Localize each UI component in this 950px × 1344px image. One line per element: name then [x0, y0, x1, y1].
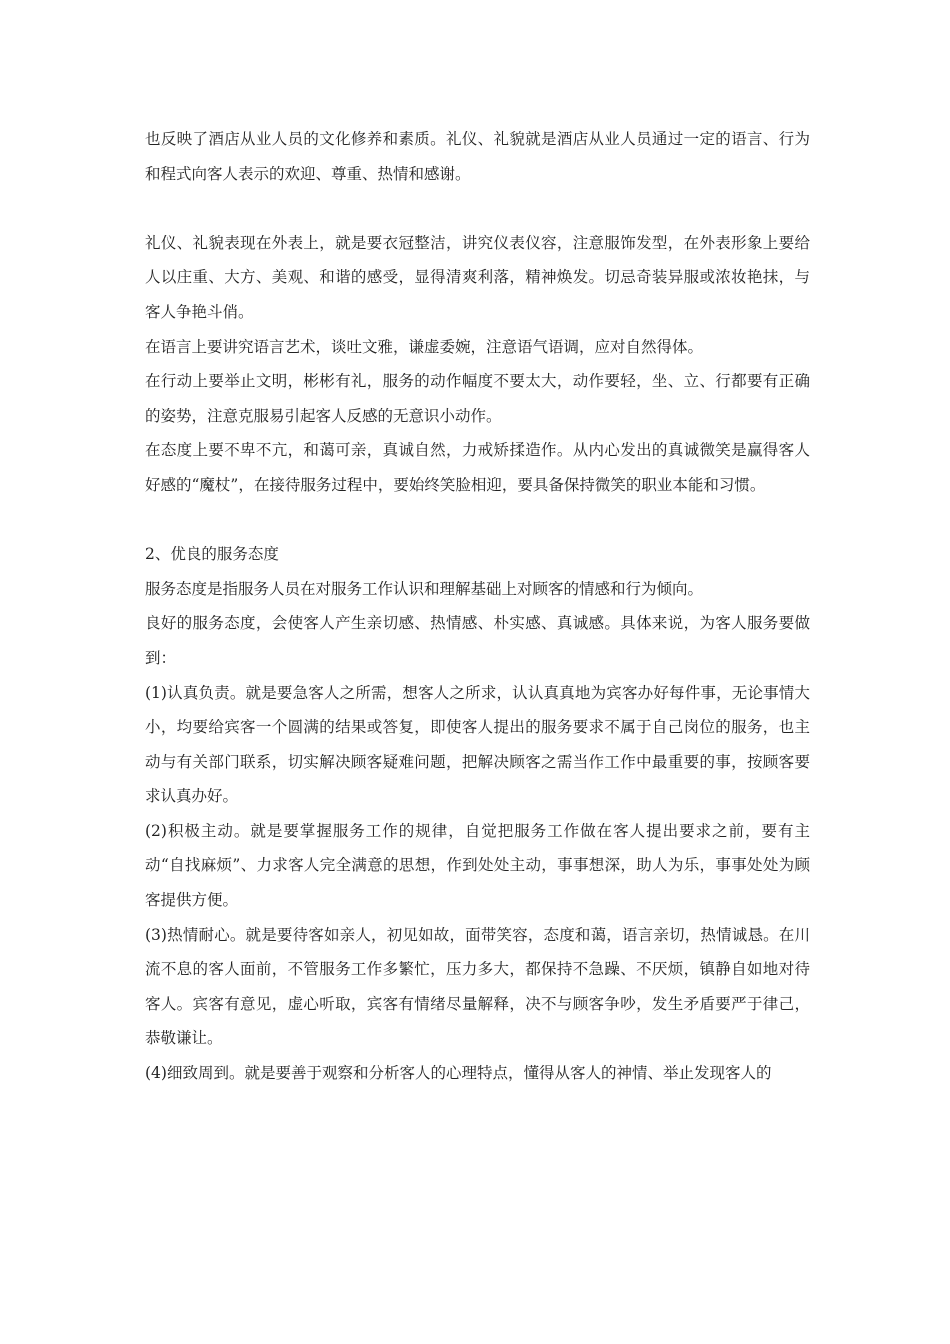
paragraph-spacer [145, 191, 810, 226]
paragraph-attitude: 在态度上要不卑不亢，和蔼可亲，真诚自然，力戒矫揉造作。从内心发出的真诚微笑是赢得客人好感的“魔杖”，在接待服务过程中，要始终笑脸相迎，要具备保持微笑的职业本能和习惯。 [145, 441, 810, 494]
list-item-responsible: (1)认真负责。就是要急客人之所需，想客人之所求，认认真真地为宾客办好每件事，无论事情大小，均要给宾客一个圆满的结果或答复，即使客人提出的服务要求不属于自己岗位的服务，也主动与有关部门联系，切实解决顾客疑难问题，把解决顾客之需当作工作中最重要的事，按顾客要求认真办好。 [145, 683, 810, 806]
section-heading-service-attitude: 2、优良的服务态度 [145, 545, 279, 564]
list-item-patient: (3)热情耐心。就是要待客如亲人，初见如故，面带笑容，态度和蔼，语言亲切，热情诚恳。在川流不息的客人面前，不管服务工作多繁忙，压力多大，都保持不急躁、不厌烦，镇静自如地对待客人。宾客有意见，虚心听取，宾客有情绪尽量解释，决不与顾客争吵，发生矛盾要严于律己，恭敬谦让。 [145, 925, 810, 1048]
list-item-proactive: (2)积极主动。就是要掌握服务工作的规律，自觉把服务工作做在客人提出要求之前，要有主动“自找麻烦”、力求客人完全满意的思想，作到处处主动，事事想深，助人为乐，事事处处为顾客提供方便。 [145, 821, 810, 910]
paragraph-behavior: 在行动上要举止文明，彬彬有礼，服务的动作幅度不要太大，动作要轻，坐、立、行都要有正确的姿势，注意克服易引起客人反感的无意识小动作。 [145, 372, 810, 425]
paragraph-spacer [145, 503, 810, 538]
paragraph-language: 在语言上要讲究语言艺术，谈吐文雅，谦虚委婉，注意语气语调，应对自然得体。 [145, 337, 704, 356]
paragraph-good-attitude: 良好的服务态度，会使客人产生亲切感、热情感、朴实感、真诚感。具体来说，为客人服务要做到： [145, 614, 810, 667]
paragraph-appearance: 礼仪、礼貌表现在外表上，就是要衣冠整洁，讲究仪表仪容，注意服饰发型，在外表形象上要给人以庄重、大方、美观、和谐的感受，显得清爽利落，精神焕发。切忌奇装异服或浓妆艳抹，与客人争艳斗俏。 [145, 233, 810, 321]
document-body [145, 122, 810, 1091]
paragraph-definition: 服务态度是指服务人员在对服务工作认识和理解基础上对顾客的情感和行为倾向。 [145, 579, 704, 598]
paragraph-etiquette-intro: 也反映了酒店从业人员的文化修养和素质。礼仪、礼貌就是酒店从业人员通过一定的语言、行为和程式向客人表示的欢迎、尊重、热情和感谢。 [145, 130, 810, 183]
list-item-attentive: (4)细致周到。就是要善于观察和分析客人的心理特点，懂得从客人的神情、举止发现客人的 [145, 1064, 772, 1083]
